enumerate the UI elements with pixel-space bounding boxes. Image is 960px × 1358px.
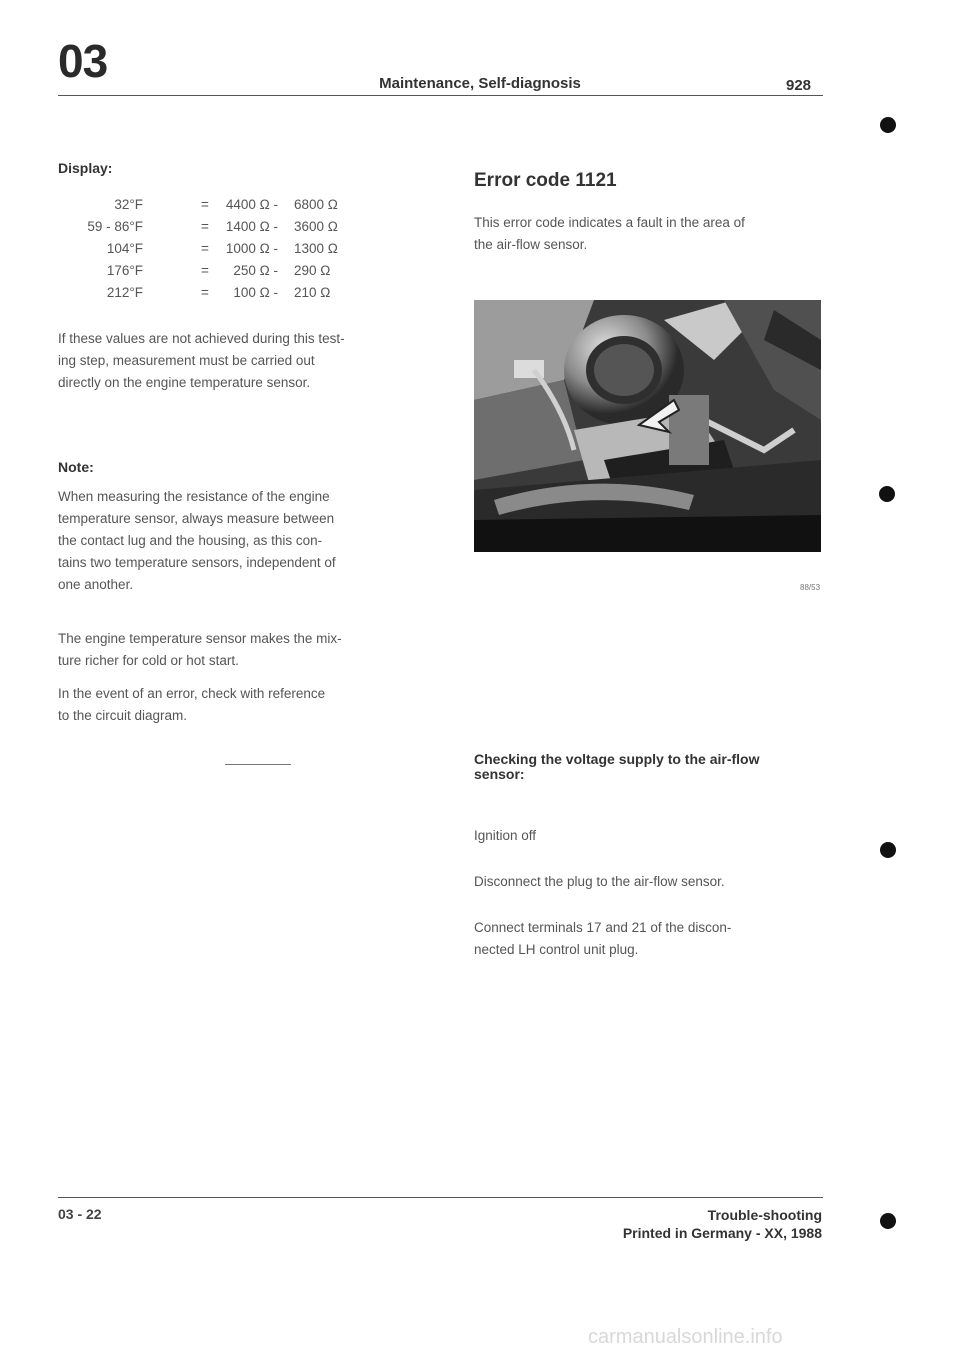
text-line: If these values are not achieved during this test- (58, 331, 345, 346)
text-line: tains two temperature sensors, independent of (58, 555, 336, 570)
text-line: one another. (58, 577, 134, 592)
temperature-row (58, 219, 378, 241)
header-divider (58, 95, 823, 96)
page-header-title: Maintenance, Self-diagnosis (379, 75, 581, 92)
step-disconnect-plug: Disconnect the plug to the air-flow sensor. (474, 874, 725, 889)
text-line: directly on the engine temperature sensor. (58, 375, 311, 390)
section-number: 03 (58, 35, 108, 87)
binder-hole-dot (880, 117, 896, 133)
end-of-section-rule (225, 764, 291, 765)
equals-sign: = (201, 219, 209, 234)
watermark: carmanualsonline.info (588, 1326, 783, 1348)
resistance-low: 1000 Ω - (225, 241, 278, 256)
equals-sign: = (201, 197, 209, 212)
text-line: nected LH control unit plug. (474, 942, 639, 957)
resistance-high: 3600 Ω (294, 219, 338, 234)
equals-sign: = (201, 263, 209, 278)
temperature-value: 59 - 86°F (87, 219, 143, 234)
engine-bay-illustration (474, 300, 821, 552)
note-paragraph (58, 486, 428, 596)
binder-hole-dot (879, 486, 895, 502)
figure-number: 88/53 (800, 583, 821, 592)
resistance-low: 100 Ω - (233, 285, 278, 300)
text-line: the contact lug and the housing, as this con- (58, 533, 323, 548)
page-number: 03 - 22 (58, 1206, 102, 1222)
resistance-high: 290 Ω (294, 263, 331, 278)
text-line: ture richer for cold or hot start. (58, 653, 239, 668)
footer-divider (58, 1197, 823, 1198)
mixture-paragraph (58, 628, 428, 672)
step-ignition-off: Ignition off (474, 828, 537, 843)
equals-sign: = (201, 285, 209, 300)
error-code-heading: Error code 1121 (474, 170, 617, 191)
note-label: Note: (58, 459, 94, 475)
text-line: The engine temperature sensor makes the mix- (58, 631, 342, 646)
resistance-high: 6800 Ω (294, 197, 338, 212)
temperature-value: 32°F (114, 197, 143, 212)
text-line: to the circuit diagram. (58, 708, 188, 723)
temperature-value: 212°F (106, 285, 143, 300)
engine-bay-photo (474, 300, 821, 552)
footer-info (520, 1206, 822, 1242)
temperature-row (58, 285, 378, 307)
resistance-low: 1400 Ω - (225, 219, 278, 234)
model-code: 928 (786, 77, 812, 94)
text-line: sensor: (474, 766, 525, 782)
text-line: the air-flow sensor. (474, 237, 588, 252)
temperature-row (58, 241, 378, 263)
resistance-low: 250 Ω - (233, 263, 278, 278)
footer-section: Trouble-shooting (707, 1207, 822, 1223)
error-reference-paragraph (58, 683, 428, 727)
check-voltage-heading (474, 752, 834, 782)
footer-printed: Printed in Germany - XX, 1988 (622, 1225, 822, 1241)
display-label: Display: (58, 160, 113, 176)
binder-hole-dot (880, 842, 896, 858)
temperature-row (58, 263, 378, 285)
resistance-low: 4400 Ω - (225, 197, 278, 212)
values-paragraph (58, 328, 428, 394)
error-description (474, 212, 824, 256)
temperature-row (58, 197, 378, 219)
resistance-high: 1300 Ω (294, 241, 338, 256)
binder-hole-dot (880, 1213, 896, 1229)
text-line: temperature sensor, always measure between (58, 511, 335, 526)
equals-sign: = (201, 241, 209, 256)
text-line: In the event of an error, check with reference (58, 686, 326, 701)
step-connect-terminals (474, 917, 824, 961)
temperature-value: 176°F (106, 263, 143, 278)
text-line: This error code indicates a fault in the area of (474, 215, 745, 230)
text-line: When measuring the resistance of the engine (58, 489, 330, 504)
text-line: ing step, measurement must be carried out (58, 353, 315, 368)
text-line: Connect terminals 17 and 21 of the discon- (474, 920, 732, 935)
text-line: Checking the voltage supply to the air-flow (474, 751, 760, 767)
resistance-high: 210 Ω (294, 285, 331, 300)
temperature-value: 104°F (106, 241, 143, 256)
